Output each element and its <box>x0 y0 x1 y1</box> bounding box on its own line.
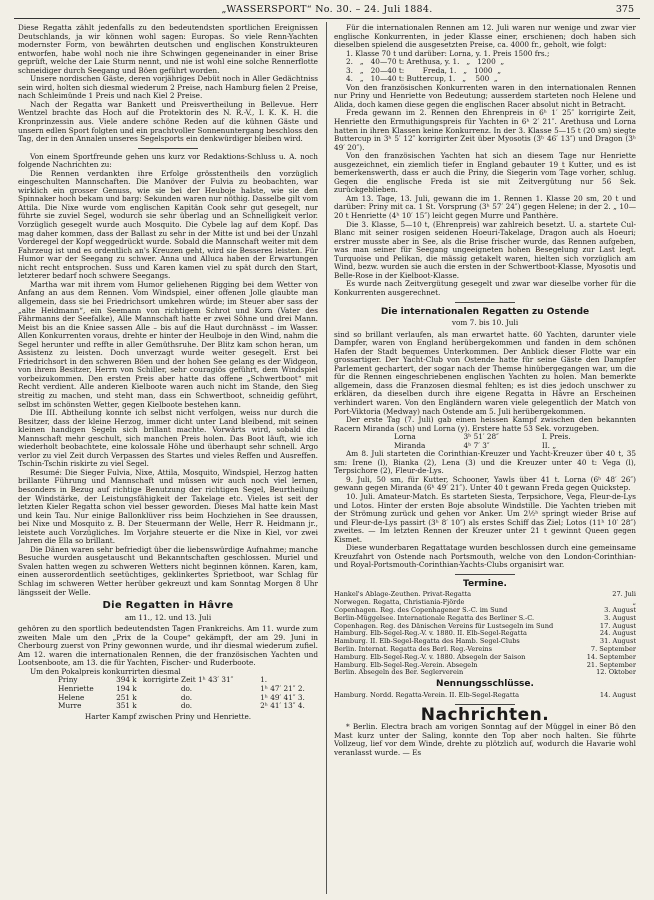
page-number: 375 <box>615 4 634 15</box>
table-row <box>334 692 636 700</box>
date: 17. August <box>599 621 636 630</box>
event: Hamburg. Elb-Segel-Reg.-Verein. Absegeln <box>334 660 478 669</box>
rank: 1ʰ 47′ 21″ 2. <box>260 684 305 694</box>
date: 3. August <box>604 613 636 622</box>
event: Berlin. Absegeln des Ber. Seglerverein <box>334 668 464 677</box>
event: Berlin. Internat. Regatta des Berl. Reg.-Vereins <box>334 645 493 654</box>
pokal-note: Harter Kampf zwischen Priny und Henriette. <box>84 711 252 721</box>
class-line: 1. Klasse 70 t und darüber: Lorna, y. 1. Preis 1500 frs.; <box>346 48 550 58</box>
date: 21. September <box>586 660 636 669</box>
article-paragraph: Von den französischen Konkurrenten waren in den internationalen Rennen nur Priny und Henriette von Bedeutung; ausserdem starteten noch Helene und Alida, doch kamen diese gegen die englischen Racer absolut nicht in Betracht. <box>334 82 636 109</box>
tonnage: 194 k <box>116 684 137 694</box>
section-separator <box>138 148 198 149</box>
date: 27. Juli <box>612 590 636 599</box>
yacht-name: Henriette <box>58 684 94 694</box>
nachrichten-heading: Nachrichten. <box>420 704 550 725</box>
article-paragraph: Von einem Sportfreunde gehen uns kurz vor Redaktions-Schluss u. A. noch folgende Nachrichten zu: <box>18 151 318 170</box>
running-title: „WASSERSPORT“ No. 30. – 24. Juli 1884. <box>221 4 433 15</box>
class-line: 4. „ 10—40 t: Buttercup, 1. „ 500 „ <box>346 74 498 84</box>
article-paragraph: Martha war mit ihrem vom Humor geliehenen Rigging bei dem Wetter von Anfang an aus dem Rennen. Vom Windspiel, einer offenen Jolle glaubte man allgemein, dass sie bei Friedrichsort umkehren würde; im Steuer aber sass der „alte Heidmann“, ein Seemann von richtigem Schrot und Korn (Vater des Fährmanns der Seefalke), Alle Mannschaft hatte er zwei Söhne und drei Mann. Meist bis an die Kniee sassen Alle – bis auf die Haut durchnässt – im Wasser. Allen Konkurrenten voraus, drehte er hinter der Heulboje in den Wind, nahm die Segel herunter und reffte in aller Gemüthsruhe. Der Blitz kam schon heran, um Assistenz zu leisten. Doch unverzagt wurde weiter gesegelt. Erst bei Friedrichsort in den schweren Böen und der hohen See gelang es der Widgeon, von ihrem Besitzer, Herrn von Schiller, sehr couragiös geführt, dem Windspiel vorbeizukommen. Den ersten Preis aber hatte das offene „Schwertboot“ mit Recht verdient. Alle anderen Kielboote waren auch nicht im Stande, den Sieg streitig zu machen, und steht man, dass ein Schwertboot, schneidig geführt, selbst im schönsten Wetter, gegen Kielboote bestehen kann. <box>18 279 318 409</box>
tonnage: 251 k <box>116 692 137 702</box>
article-paragraph: Am 8. Juli starteten die Corinthian-Kreuzer und Yacht-Kreuzer über 40 t, 35 sm: Irene (l), Bianka (2), Lena (3) und die Kreuzer unter 40 t: Vega (l), Terpsichore (2), Fleur-de-Lys. <box>334 449 636 476</box>
article-paragraph: Für die internationalen Rennen am 12. Juli waren nur wenige und zwar vier englische Konkurrenten, in jeder Klasse einer, erschienen; doch haben sich dieselben spielend die ausgesetzten Preise, ca. 4000 fr., geholt, wie folgt: <box>334 24 636 50</box>
yacht-name: Priny <box>58 675 78 685</box>
havre-heading: Die Regatten in Hâvre <box>102 600 234 612</box>
termine-heading: Termine. <box>463 578 507 589</box>
event: Copenhagen. Reg. des Copenhagener S.-C. im Sund <box>334 606 508 615</box>
date: 3. August <box>604 606 636 615</box>
article-paragraph: * Berlin. Electra brach am vorigen Sonntag auf der Müggel in einer Bö den Mast kurz unter der Saling, konnte den Top aber noch halten. Sie führte Vollzeug, lief vor dem Winde, drehte zu plötzlich auf, wodurch die Havarie wohl veranlasst wurde. — Es <box>334 722 636 757</box>
event: Hamburg. Elb-Segel-Reg.-V. v. 1880. II. Elb-Segel-Regatta <box>334 629 527 638</box>
time: 4ʰ 7′ 3″ <box>463 440 490 450</box>
article-paragraph: Der erste Tag (7. Juli) gab einen heissen Kampf zwischen den bekannten Racern Miranda (sch) und Lorna (y). Erstere hatte 53 Sek. vorzugeben. <box>334 415 636 433</box>
class-results <box>334 50 636 84</box>
date: „ <box>632 598 636 607</box>
termine-table <box>334 591 636 677</box>
article-paragraph: Diese Regatta zählt jedenfalls zu den bedeutendsten sportlichen Ereignissen Deutschlands, ja wir können wohl sagen: Europas. So viele Renn-Yachten modernster Form, von bewährten deutschen und englischen Konstrukteuren entworfen, habe wohl noch nie ihre Schwingen gegeneinander in einer Brise geprüft, welche der Laie Sturm nennt, und nie ist wohl eine solche Rennerflotte schneidiger durch Seegang und Böen geführt worden. <box>18 24 318 75</box>
pokal-intro: Um den Pokalpreis konkurrirten diesmal <box>30 666 181 676</box>
article-paragraph: Nach der Regatta war Bankett und Preisvertheilung in Bellevue. Herr Wentzel brachte das Hoch auf die Protektorin des N. R.-V., I. K. K. H. die Kronprinzessin aus. Viele andere schöne Reden auf die kühnen Gäste und unsern edlen Sport folgten und ein prachtvoller Sonnenuntergang beschloss den Tag, der in den Annalen unseres Segelsports ein denkwürdiger bleiben wird. <box>18 99 318 144</box>
prize: I. Preis. <box>541 432 571 442</box>
date: 24. August <box>599 629 636 638</box>
event: Norwegen. Regatta, Christiania-Fjörde <box>334 598 465 607</box>
event: Hankel's Ablage-Zeuthen. Privat-Regatta <box>334 590 472 599</box>
tonnage: 351 k <box>116 701 137 711</box>
date: 31. August <box>599 637 636 646</box>
section-separator <box>455 302 515 303</box>
article-paragraph: Resumé: Die Sieger Fulvia, Nixe, Attila, Mosquito, Windspiel, Herzog hatten brillante Führung und Mannschaft und müssen wir auch noch viel lernen, besonders in Bezug auf richtige Benutzung der richtigen Segel, Beurtheilung der Windstärke, der Leistungsfähigkeit der Takelage etc. Vieles ist seit der letzten Kieler Regatta schon viel besser geworden. Dieses Mal hatte kein Mast und kein Tau. Nur einige Ballonklüver riss beim Hochziehen in See draussen, bei Nixe und Mosquito z. B. Der Steuermann der Welle, Herr R. Heidmann jr., leistete auch Vorzügliches. Im Vorjahre steuerte er die Nixe in Kiel, vor zwei Jahren die Ella so brillant. <box>18 467 318 546</box>
lorna-results-table <box>394 433 605 450</box>
article-paragraph: Die Rennen verdankten ihre Erfolge grösstentheils den vorzüglich eingeschulten Mannschaften. Die Manöver der Fulvia zu beobachten, war wirklich ein grosser Genuss, wie sie bei der Heuboje halste, wie sie den Spinnaker hoch bekam und barg: Sekunden waren nur nöthig. Dasselbe gilt vom Attila. Die Nixe wurde vom englischen Kapitän Cook sehr gut gesegelt, nur führte sie zuviel Segel, wodurch sie sehr überlag und an Schnelligkeit verlor. Vorzüglich gesegelt wurde auch Mosquito. Die Cybele lag auf dem Kopf. Das mag daher kommen, dass der Ballast zu sehr in der Mitte ist und bei der Unzahl Vorderegel der Kopf weggedrückt wurde. Sobald die Mannschaft weiter mit dem Fahrzeug ist und es ordentlich an's Kreuzen geht, wird sie Besseres leisten. Für Humor war der Seegang zu schwer. Anna und Alluca haben der Erwartungen nicht recht entsprochen. Suss und Karen kamen viel zu spät durch den Start, letzterer bedarf noch schwere Seegangs. <box>18 168 318 281</box>
yacht-name: Lorna <box>394 432 416 442</box>
time: korrigirte Zeit 1ʰ 43′ 31″ <box>142 675 234 685</box>
article-paragraph: Die 3. Klasse, 5—10 t, (Ehrenpreis) war zahlreich besetzt. U. a. startete Cul-Blanc mit seiner rosigen seidenen Hoeuri-Takelage, Dragon auch als Hoeuri; erstrer musste aber in See, als die Brise frischer wurde, das Rennen aufgeben, was man seiner für Seegang ungeeigneten hohen Besegelung zur Last legt. Turquoise und Pelikan, die mässig getakelt waren, hielten sich vorzüglich am Wind, bezw. wurden sie auch die ersten in der Schwertboot-Klasse, Myosotis und Belle-Rose in der Kielboot-Klasse. <box>334 219 636 280</box>
event: Hamburg. Elb-Segel-Reg.-V. v. 1880. Absegeln der Saison <box>334 652 526 661</box>
prize: II. „ <box>541 440 557 450</box>
time: do. <box>180 701 193 711</box>
table-row <box>394 433 605 442</box>
tonnage: 394 k <box>116 675 137 685</box>
table-row <box>18 702 318 711</box>
yacht-name: Miranda <box>394 440 426 450</box>
nenn-heading: Nennungsschlüsse. <box>436 679 534 690</box>
column-divider <box>326 22 327 894</box>
pokal-results-table <box>18 676 318 710</box>
event: Hamburg. Nordd. Regatta-Verein. II. Elb-Segel-Regatta <box>334 690 520 699</box>
article-paragraph: 9. Juli, 50 sm, für Kutter, Schooner, Yawls über 41 t. Lorna (6ʰ 48′ 26″) gewann gegen Miranda (6ʰ 49′ 21″). Unter 40 t gewann Freda gegen Quickstep. <box>334 474 636 493</box>
date: 12. Oktober <box>596 668 636 677</box>
article-paragraph: Am 13. Tage, 13. Juli, gewann die im 1. Rennen 1. Klasse 20 sm, 20 t und darüber: Priny mit ca. 1 St. Vorsprung (3ʰ 57′ 24″) gegen Helene; in der 2. „ 10—20 t Henriette (4ʰ 10′ 15″) leicht gegen Murre und Panthère. <box>334 193 636 221</box>
article-paragraph: Unsere nordischen Gäste, deren vorjähriges Debüt noch in Aller Gedächtniss sein wird, holten sich diesmal wiederum 2 Preise, nach Hamburg fielen 2 Preise, nach Schleimünde 1 Preis und nach Kiel 2 Preise. <box>18 74 318 101</box>
left-column <box>18 24 318 894</box>
article-paragraph: gehören zu den sportlich bedeutendsten Tagen Frankreichs. Am 11. wurde zum zweiten Male um den „Prix de la Coupe“ gekämpft, der am 29. Juni in Cherbourg zuerst von Priny gewonnen wurde, und ihr diesmal wiederum zufiel. Am 12. waren die internationalen Rennen, die der französischen Yachten und Lootsenboote, am 13. die für Yachten, Fischer- und Ruderboote. <box>18 624 318 668</box>
article-paragraph: Es wurde nach Zeitvergütung gesegelt und zwar war dieselbe vorher für die Konkurrenten ausgerechnet. <box>334 279 636 297</box>
page-header <box>14 4 640 18</box>
article-paragraph: Die III. Abtheilung konnte ich selbst nicht verfolgen, weiss nur durch die Besitzer, dass der kleine Herzog, immer dicht unter Land bleibend, mit seinen kleinen handigen Segeln sich brillant machte. Vorwärts wird, sobald die Mannschaft mehr geschult, sich manchen Preis holen. Das Boot läuft, wie ich wiederholt beobachtete, eine kolossale Höhe und überhaupt sehr schnell. Argo verlor zu viel Zeit durch Verpassen des Startes und vieles Reffen und Ausreffen. Tschin-Tschin riskirte zu viel Segel. <box>18 408 318 469</box>
rank: 1ʰ 49′ 41″ 3. <box>260 692 305 702</box>
article-paragraph: Freda gewann im 2. Rennen den Ehrenpreis in 6ʰ 1′ 25″ korrigirte Zeit, Henriette den Ermuthigungspreis für Yachten in 6ʰ 2′ 21″. Arethusa und Lorna hatten in ihren Klassen keine Konkurrenz. In der 3. Klasse 5—15 t (20 sm) siegte Buttercup in 3ʰ 5′ 12″ korrigirter Zeit über Myosotis (3ʰ 46′ 13″) und Dragon (3ʰ 49′ 20″). <box>334 108 636 152</box>
event: Berlin-Müggelsee. Internationale Regatta des Berliner S.-C. <box>334 613 535 622</box>
rank: 2ʰ 41′ 13″ 4. <box>260 701 305 711</box>
time: do. <box>180 692 193 702</box>
rank: 1. <box>260 675 268 685</box>
event: Copenhagen. Reg. des Dänischen Vereins für Lustsegeln im Sund <box>334 621 554 630</box>
class-line: 3. „ 20—40 t: Freda, 1. „ 1000 „ <box>346 65 501 75</box>
time: 3ʰ 51′ 28″ <box>463 432 499 442</box>
article-paragraph: 10. Juli. Amateur-Match. Es starteten Siesta, Terpsichore, Vega, Fleur-de-Lys und Lotos. Hinter der ersten Boje absolute Windstille. Die Yachten trieben mit der Strömung zurück und gehen vor Anker. Um 2½ʰ springt wieder Brise auf und Fleur-de-Lys passirt (3ʰ 8′ 10″) als erstes Schiff das Ziel; Lotos (11ʰ 10′ 28″) zweites. — Im letzten Rennen der Kreuzer unter 21 t gewinnt Queen gegen Kismet. <box>334 491 636 544</box>
article-paragraph: Die Dänen waren sehr befriedigt über die liebenswürdige Aufnahme; manche Besuche wurden ausgetauscht und Bekanntschaften geschlossen. Muriel und Svalen hatten wegen zu schweren Wetters nicht beginnen können. Karen, kam, einen ausserordentlich seetüchtiges, geklinkertes Sprietboot, war Schlag für Schlag im schweren Wetter herüber gekreuzt und kam Sonntag Morgen 8 Uhr längsseit der Welle. <box>18 544 318 597</box>
article-paragraph: Von den französischen Yachten hat sich an diesem Tage nur Henriette ausgezeichnet, ein ziemlich tiefer in England gebauter 19 t Kutter, und es ist bemerkenswerth, dass er auch die Priny, die Siegerin vom Tage vorher, schlug. Gegen die englische Freda ist sie mit Zeitvergütung nur 56 Sek. zurückgeblieben. <box>334 151 636 195</box>
yacht-name: Helene <box>58 692 85 702</box>
class-line: 2. „ 40—70 t: Arethusa, y. 1. „ 1200 „ <box>346 57 505 67</box>
section-separator <box>455 574 515 575</box>
date: 14. September <box>586 652 636 661</box>
article-paragraph: sind so brillant verlaufen, als man erwartet hatte. 60 Yachten, darunter viele Dampfer, waren von England herübergekommen und fanden in dem schönen Hafen der Stadt bequemes Unterkommen. Der Anblick dieser Flotte war ein grossartiger. Der Yacht-Club von Ostende hatte für seine Gäste den Dampfer Parlement gechartert, der sogar nach der Themse hinübergegangen war, um die für die Rennen eingeschriebenen englischen Yachten zu holen. Man bemerkte allgemein, dass die Franzosen diesmal fehlten; es ist dies jedoch unschwer zu erklären, da dieselben durch ihre eigene Regatta in Hâvre an Erscheinen verhindert waren. Von den Engländern waren viele gelegentlich der Match von Port-Viktoria (Medway) nach Ostende am 5. Juli herübergekommen. <box>334 329 636 416</box>
nenn-table <box>334 692 636 700</box>
date: 14. August <box>599 690 636 699</box>
ostende-heading: Die internationalen Regatten zu Ostende <box>380 306 590 317</box>
header-rule <box>14 18 640 19</box>
date: 7. September <box>590 645 636 654</box>
havre-subheading: am 11., 12. und 13. Juli <box>124 612 212 622</box>
time: do. <box>180 684 193 694</box>
ostende-subheading: vom 7. bis 10. Juli <box>451 318 519 328</box>
event: Hamburg. II. Elb-Segel-Regatta des Hamb. Segel-Clubs <box>334 637 520 646</box>
table-row <box>334 669 636 677</box>
yacht-name: Murre <box>58 701 82 711</box>
right-column <box>334 24 636 894</box>
article-paragraph: Diese wunderbaren Regattatage wurden beschlossen durch eine gemeinsame Kreuzfahrt von Ostende nach Portsmouth, welche von den London-Corinthian- und Royal-Portsmouth-Corinthian-Yachts-Clubs organisirt war. <box>334 543 636 570</box>
